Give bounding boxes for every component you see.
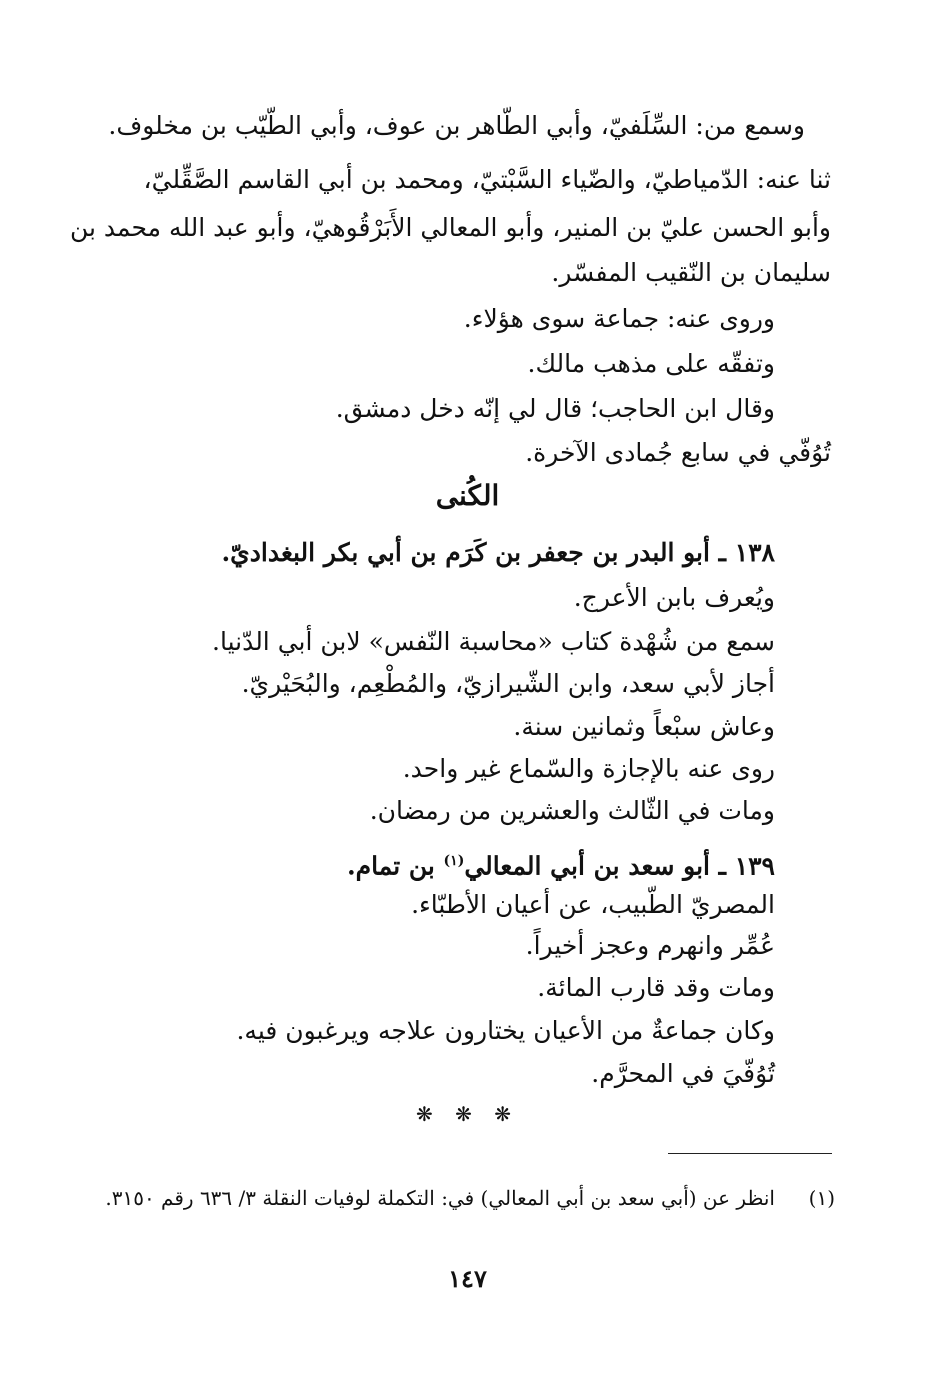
text-line: عُمِّر وانهرم وعجز أخيراً.	[525, 931, 775, 960]
text-line: ثنا عنه: الدّمياطيّ، والضّياء السَّبْتيّ، ومحمد بن أبي القاسم الصَّقِّليّ،	[143, 165, 831, 194]
text-line: وكان جماعةٌ من الأعيان يختارون علاجه ويرغبون فيه.	[236, 1016, 775, 1045]
text-line: المصريّ الطّبيب، عن أعيان الأطبّاء.	[411, 890, 775, 919]
text-line: سمع من شُهْدة كتاب «محاسبة النّفس» لابن أبي الدّنيا.	[212, 627, 775, 656]
text-line: وتفقّه على مذهب مالك.	[527, 349, 775, 378]
page-number: ١٤٧	[448, 1264, 487, 1293]
text-line: أجاز لأبي سعد، وابن الشّيرازيّ، والمُطْعِم، والبُحَيْريّ.	[241, 669, 775, 698]
text-line: ومات في الثّالث والعشرين من رمضان.	[369, 796, 775, 825]
text-line: ويُعرف بابن الأعرج.	[573, 583, 775, 612]
footnote-rule	[668, 1153, 832, 1154]
entry-title: ١٣٨ ـ أبو البدر بن جعفر بن كَرَم بن أبي بكر البغداديّ.	[221, 538, 775, 567]
entry-title-rest: بن تمام.	[346, 851, 444, 881]
section-heading: الكُنى	[435, 479, 500, 512]
footnote-number: (١)	[808, 1186, 835, 1210]
text-line: تُوُفّي في سابع جُمادى الآخرة.	[525, 438, 831, 467]
text-line: روى عنه بالإجازة والسّماع غير واحد.	[402, 754, 775, 783]
footnote-marker[interactable]: (١)	[443, 853, 465, 869]
text-line: وروى عنه: جماعة سوى هؤلاء.	[463, 304, 775, 333]
text-line: وقال ابن الحاجب؛ قال لي إنّه دخل دمشق.	[335, 394, 775, 423]
text-line: سليمان بن النّقيب المفسّر.	[551, 258, 831, 287]
text-line: وعاش سبْعاً وثمانين سنة.	[513, 712, 775, 741]
entry-title-name: ١٣٩ ـ أبو سعد بن أبي المعالي	[464, 851, 775, 881]
section-separator: ❋ ❋ ❋	[416, 1102, 519, 1126]
text-line: وسمع من: السِّلَفيّ، وأبي الطّاهر بن عوف، وأبي الطّيّب بن مخلوف.	[108, 111, 805, 140]
text-line: ومات وقد قارب المائة.	[537, 973, 775, 1002]
text-line: وأبو الحسن عليّ بن المنير، وأبو المعالي الأَبَرْقُوهيّ، وأبو عبد الله محمد بن	[69, 213, 831, 242]
entry-title	[347, 841, 775, 881]
footnote-text: انظر عن (أبي سعد بن أبي المعالي) في: التكملة لوفيات النقلة ٣/ ٦٣٦ رقم ٣١٥٠.	[105, 1186, 775, 1210]
text-line: تُوُفّيَ في المحرَّم.	[591, 1059, 775, 1088]
